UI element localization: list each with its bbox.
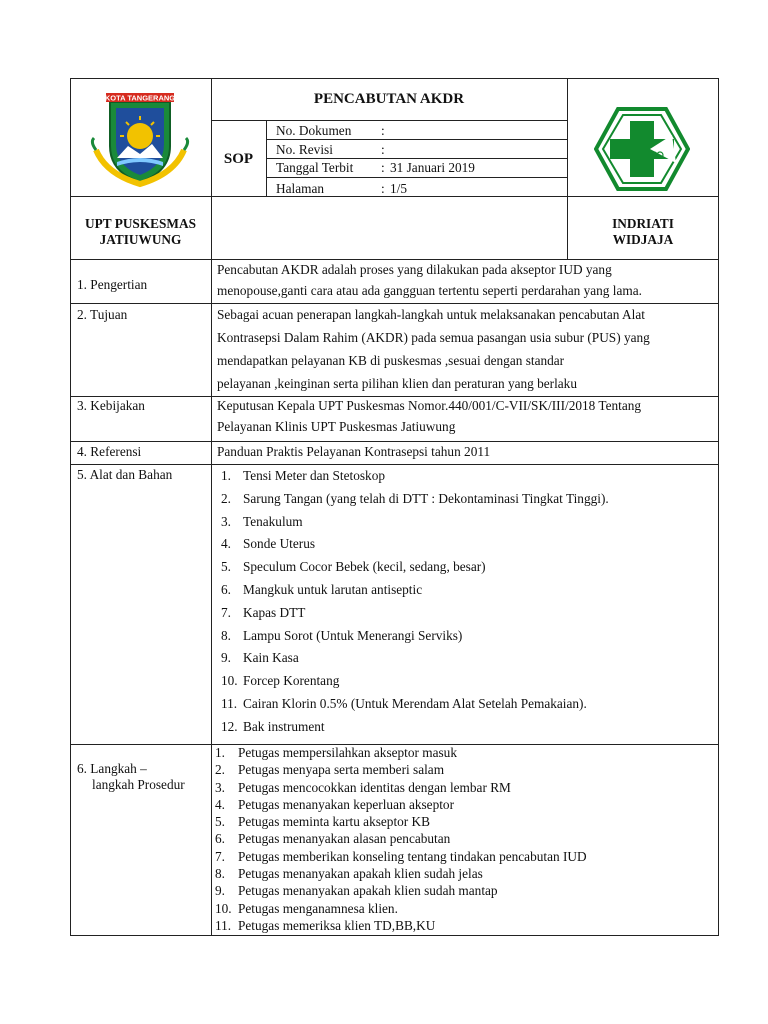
list-item: 5. Speculum Cocor Bebek (kecil, sedang, besar) — [221, 559, 486, 575]
list-item: 2. Sarung Tangan (yang telah di DTT : Dekontaminasi Tingkat Tinggi). — [221, 490, 609, 506]
border-kebijakan-bottom — [70, 441, 719, 442]
section-label-kebijakan: 3. Kebijakan — [77, 398, 145, 413]
tujuan-text-line2: Kontrasepsi Dalam Rahim (AKDR) pada semua pasangan usia subur (PUS) yang — [217, 330, 650, 345]
kebijakan-text-line2: Pelayanan Klinis UPT Puskesmas Jatiuwung — [217, 419, 456, 434]
list-item: 8. Lampu Sorot (Untuk Menerangi Serviks) — [221, 627, 463, 643]
sop-document — [70, 78, 719, 936]
border-org-bottom — [70, 259, 719, 260]
referensi-text: Panduan Praktis Pelayanan Kontrasepsi tahun 2011 — [217, 444, 491, 459]
list-item: 9. Kain Kasa — [221, 650, 299, 666]
pengertian-text-line2: menopouse,ganti cara atau ada gangguan tertentu seperti perdarahan yang lama. — [217, 283, 642, 298]
field-no-revisi-sep: : — [381, 142, 385, 157]
section-label-referensi: 4. Referensi — [77, 444, 142, 459]
list-item: 2. Petugas menyapa serta memberi salam — [215, 762, 445, 778]
sop-label: SOP — [223, 151, 254, 167]
document-title: PENCABUTAN AKDR — [313, 91, 465, 107]
list-item: 10. Petugas menganamnesa klien. — [215, 900, 398, 916]
list-item: 3. Tenakulum — [221, 513, 303, 529]
border-sop — [266, 120, 267, 197]
list-item: 3. Petugas mencocokkan identitas dengan lembar RM — [215, 779, 511, 795]
border-referensi-bottom — [70, 464, 719, 465]
border-top — [70, 78, 719, 79]
list-item: 7. Petugas memberikan konseling tentang tindakan pencabutan IUD — [215, 848, 587, 864]
puskesmas-logo — [594, 107, 690, 191]
logo-city-label: KOTA TANGERANG — [104, 93, 176, 103]
border-field-1 — [266, 139, 567, 140]
list-item: 5. Petugas meminta kartu akseptor KB — [215, 814, 431, 830]
list-item: 11. Cairan Klorin 0.5% (Untuk Merendam Alat Setelah Pemakaian). — [221, 695, 587, 711]
field-halaman-label: Halaman — [276, 181, 324, 196]
list-item: 1. Tensi Meter dan Stetoskop — [221, 468, 385, 483]
field-halaman-sep: : — [381, 181, 385, 196]
list-item: 9. Petugas menanyakan apakah klien sudah mantap — [215, 883, 498, 899]
kota-tangerang-logo — [90, 88, 190, 188]
border-col-1 — [211, 78, 212, 936]
field-tanggal-terbit-sep: : — [381, 160, 385, 175]
border-tujuan-bottom — [70, 396, 719, 397]
list-item: 6. Petugas menanyakan alasan pencabutan — [215, 831, 451, 847]
section-label-pengertian: 1. Pengertian — [77, 277, 148, 292]
section-label-langkah-line2: langkah Prosedur — [92, 777, 185, 792]
border-field-2 — [266, 158, 567, 159]
list-item: 4. Sonde Uterus — [221, 536, 316, 552]
list-item: 6. Mangkuk untuk larutan antiseptic — [221, 581, 423, 597]
list-item: 4. Petugas menanyakan keperluan akseptor — [215, 796, 454, 812]
tujuan-text-line3: mendapatkan pelayanan KB di puskesmas ,sesuai dengan standar — [217, 353, 565, 368]
border-left — [70, 78, 71, 936]
langkah-prosedur-list — [215, 745, 587, 935]
border-pengertian-bottom — [70, 303, 719, 304]
field-no-revisi-label: No. Revisi — [276, 142, 333, 157]
alat-bahan-list — [221, 468, 609, 742]
list-item: 7. Kapas DTT — [221, 604, 306, 620]
field-no-dokumen-sep: : — [381, 123, 385, 138]
signer-name-line2: WIDJAJA — [612, 232, 674, 247]
list-item: 10. Forcep Korentang — [221, 673, 340, 689]
border-header-mid — [211, 120, 567, 121]
field-tanggal-terbit-label: Tanggal Terbit — [276, 160, 354, 175]
list-item: 12. Bak instrument — [221, 718, 325, 734]
section-label-tujuan: 2. Tujuan — [77, 307, 128, 322]
field-no-dokumen-label: No. Dokumen — [276, 123, 352, 138]
tujuan-text-line4: pelayanan ,keinginan serta pilihan klien dan peraturan yang berlaku — [217, 376, 577, 391]
signer-name-line1: INDRIATI — [612, 216, 674, 231]
list-item: 1. Petugas mempersilahkan akseptor masuk — [215, 745, 457, 760]
kebijakan-text-line1: Keputusan Kepala UPT Puskesmas Nomor.440/001/C-VII/SK/III/2018 Tentang — [217, 398, 642, 413]
org-name-line1: UPT PUSKESMAS — [85, 216, 196, 231]
section-label-langkah-line1: 6. Langkah – — [77, 761, 147, 776]
list-item: 8. Petugas menanyakan apakah klien sudah jelas — [215, 866, 483, 882]
list-item: 11. Petugas memeriksa klien TD,BB,KU — [215, 917, 436, 933]
field-halaman-value: 1/5 — [390, 181, 407, 196]
border-field-3 — [266, 177, 567, 178]
field-tanggal-terbit-value: 31 Januari 2019 — [390, 160, 475, 175]
tujuan-text-line1: Sebagai acuan penerapan langkah-langkah untuk melaksanakan pencabutan Alat — [217, 307, 645, 322]
border-right — [718, 78, 719, 936]
section-label-alat-bahan: 5. Alat dan Bahan — [77, 467, 173, 482]
pengertian-text-line1: Pencabutan AKDR adalah proses yang dilakukan pada akseptor IUD yang — [217, 262, 612, 277]
org-name-line2: JATIUWUNG — [99, 232, 182, 247]
